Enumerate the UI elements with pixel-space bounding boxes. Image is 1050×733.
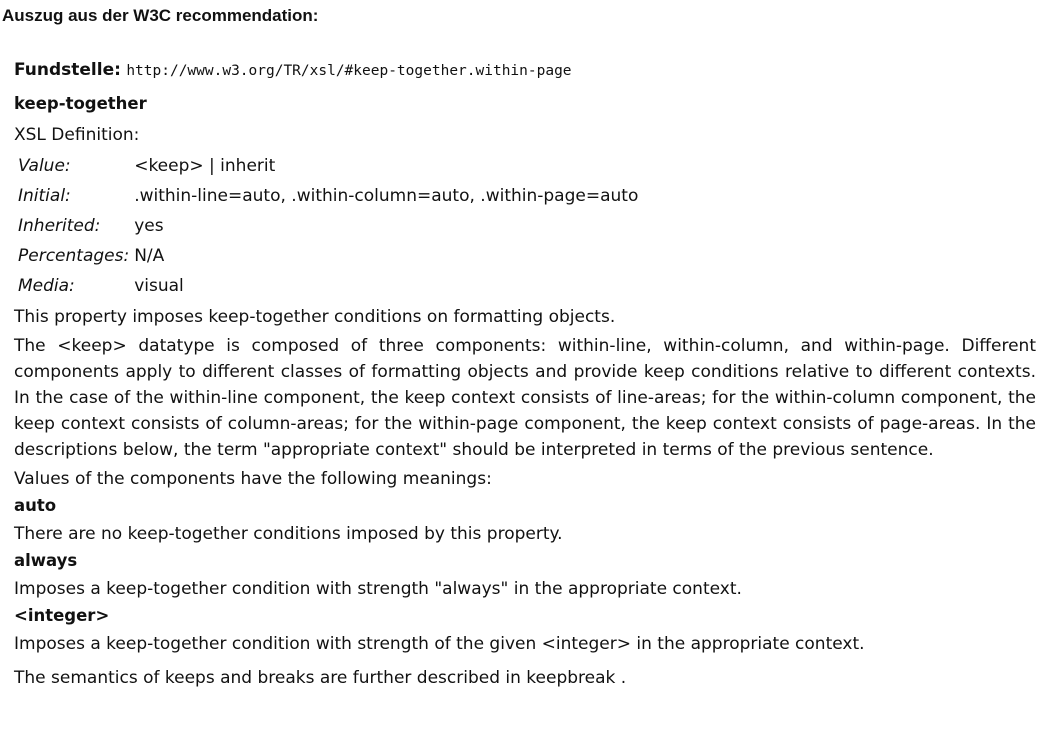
definition-key: Value: <box>18 156 71 176</box>
definition-value: yes <box>134 216 164 236</box>
definition-row <box>16 181 641 211</box>
value-description-always: Imposes a keep-together condition with strength "always" in the appropriate context. <box>14 579 742 599</box>
property-name: keep-together <box>14 94 147 113</box>
value-description-integer: Imposes a keep-together condition with strength of the given <integer> in the appropriate context. <box>14 634 865 654</box>
definition-value: N/A <box>134 246 165 266</box>
definition-value: visual <box>134 276 184 296</box>
definition-key: Percentages: <box>18 246 130 266</box>
definition-value: .within-line=auto, .within-column=auto, .within-page=auto <box>134 186 639 206</box>
value-term-integer: <integer> <box>14 606 110 625</box>
datatype-paragraph: The <keep> datatype is composed of three components: within-line, within-column, and within-page. Different components apply to different classes of formatting objects and provide keep conditions relative to different contexts. In the case of the within-line component, the keep context consists of line-areas; for the within-column component, the keep context consists of column-areas; for the within-page component, the keep context consists of page-areas. In the descriptions below, the term "appropriate context" should be interpreted in terms of the previous sentence. <box>14 336 1036 460</box>
document-body <box>14 58 1036 691</box>
source-url: http://www.w3.org/TR/xsl/#keep-together.within-page <box>126 63 572 79</box>
values-intro-paragraph: Values of the components have the following meanings: <box>14 469 492 489</box>
definition-row <box>16 241 641 271</box>
definition-row <box>16 151 641 181</box>
definition-table <box>16 151 641 301</box>
definition-key: Initial: <box>18 186 71 206</box>
value-description-auto: There are no keep-together conditions imposed by this property. <box>14 524 563 544</box>
definition-row <box>16 211 641 241</box>
intro-paragraph: This property imposes keep-together conditions on formatting objects. <box>14 307 616 327</box>
source-reference <box>14 58 1036 83</box>
value-term-always: always <box>14 551 78 570</box>
definition-title: XSL Definition: <box>14 125 140 145</box>
value-term-auto: auto <box>14 496 57 515</box>
definition-row <box>16 271 641 301</box>
definition-value: <keep> | inherit <box>134 156 276 176</box>
source-label: Fundstelle: <box>14 60 121 80</box>
definition-key: Inherited: <box>18 216 101 236</box>
page-heading: Auszug aus der W3C recommendation: <box>2 6 319 25</box>
definition-key: Media: <box>18 276 75 296</box>
closing-paragraph: The semantics of keeps and breaks are further described in keepbreak . <box>14 668 627 688</box>
